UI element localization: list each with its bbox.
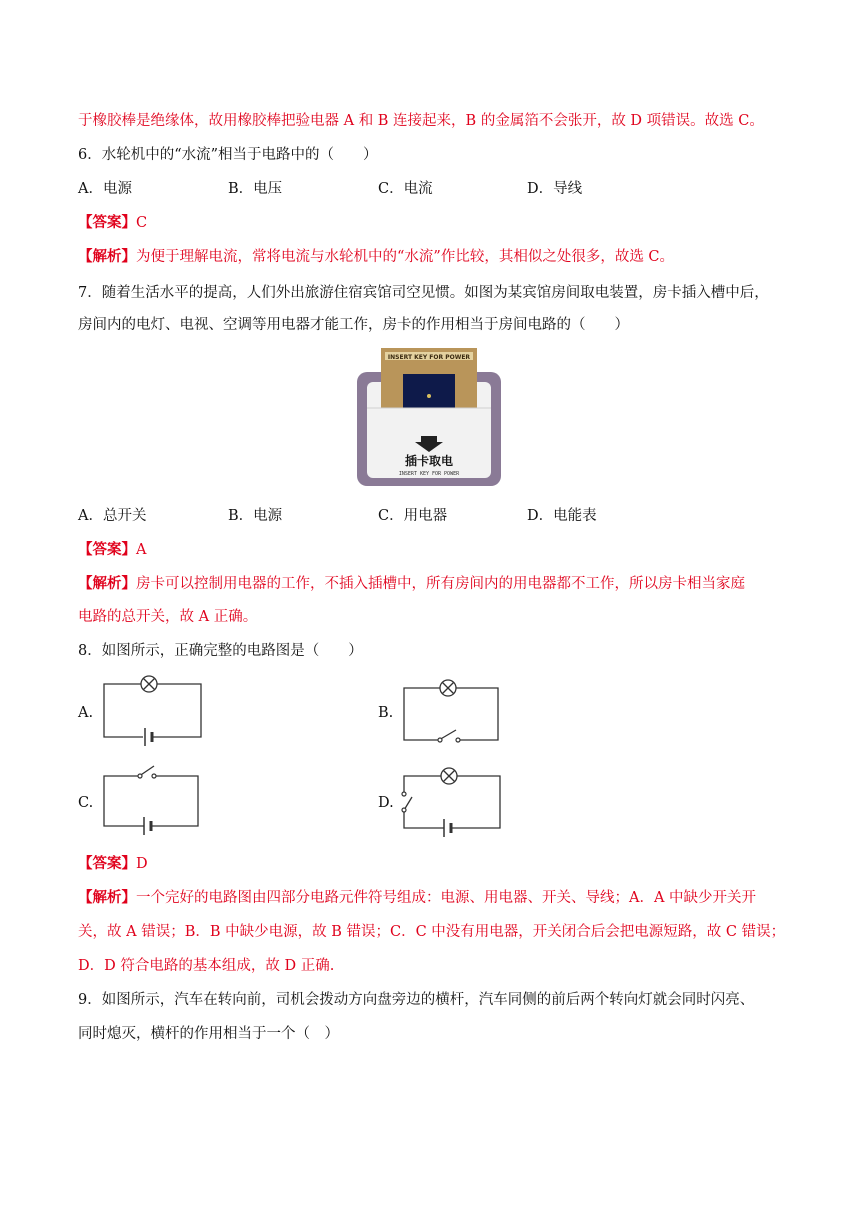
circuit-b-label: B. <box>378 705 394 721</box>
explanation-text: 房卡可以控制用电器的工作，不插入插槽中，所有房间内的用电器都不工作，所以房卡相当家庭 <box>136 576 745 592</box>
q7-explanation-line-1 <box>78 573 778 595</box>
lamp-icon <box>441 768 457 784</box>
q7-option-b: B．电源 <box>228 508 283 524</box>
prev-explanation-tail: 于橡胶棒是绝缘体，故用橡胶棒把验电器 A 和 B 连接起来，B 的金属箔不会张开，故 D 项错误。故选 C。 <box>78 113 764 129</box>
key-card-text: INSERT KEY FOR POWER <box>387 354 471 361</box>
explanation-tag: 【解析】 <box>78 889 136 906</box>
question-9-line-2: 同时熄灭，横杆的作用相当于一个（ ） <box>78 1026 339 1042</box>
q7-answer <box>78 539 778 561</box>
q7-explanation-line-2: 电路的总开关，故 A 正确。 <box>78 609 258 625</box>
switch-icon <box>138 766 156 778</box>
q8-explanation-line-2: 关，故 A 错误；B．B 中缺少电源，故 B 错误；C．C 中没有用电器，开关闭合后会把电源短路，故 C 错误； <box>78 924 786 940</box>
answer-tag: 【答案】 <box>78 214 136 231</box>
answer-tag: 【答案】 <box>78 855 136 872</box>
question-7-line-2: 房间内的电灯、电视、空调等用电器才能工作，房卡的作用相当于房间电路的（ ） <box>78 317 629 333</box>
explanation-text: 为便于理解电流，常将电流与水轮机中的“水流”作比较，其相似之处很多，故选 C。 <box>136 249 675 265</box>
q7-option-c: C．用电器 <box>378 508 448 524</box>
question-6-text: 6．水轮机中的“水流”相当于电路中的（ ） <box>78 147 378 163</box>
circuit-c-label: C. <box>78 795 94 811</box>
q6-answer <box>78 212 778 234</box>
device-label-cn: 插卡取电 <box>404 454 454 468</box>
circuit-b-diagram <box>400 678 502 744</box>
q7-option-d: D．电能表 <box>527 508 597 524</box>
q6-explanation <box>78 246 778 268</box>
explanation-tag: 【解析】 <box>78 248 136 265</box>
question-7-line-1: 7．随着生活水平的提高，人们外出旅游住宿宾馆司空见惯。如图为某宾馆房间取电装置，房卡插入槽中后， <box>78 285 769 301</box>
answer-value: A <box>136 542 147 558</box>
circuit-c-diagram <box>100 762 202 836</box>
device-label-en: INSERT KEY FOR POWER <box>398 471 460 477</box>
answer-value: D <box>136 856 148 872</box>
question-8-text: 8．如图所示，正确完整的电路图是（ ） <box>78 643 363 659</box>
q8-explanation-line-3: D．D 符合电路的基本组成，故 D 正确. <box>78 958 335 974</box>
circuit-d-diagram <box>400 764 504 838</box>
lamp-icon <box>440 680 456 696</box>
answer-value: C <box>136 215 148 231</box>
battery-icon <box>145 728 152 746</box>
q6-option-c: C．电流 <box>378 181 433 197</box>
switch-icon <box>438 730 460 742</box>
slot-lip <box>367 408 491 434</box>
switch-icon <box>402 792 412 812</box>
q8-answer <box>78 853 778 875</box>
q6-option-b: B．电压 <box>228 181 283 197</box>
lamp-icon <box>141 676 157 692</box>
q6-option-a: A．电源 <box>78 181 132 197</box>
question-9-line-1: 9．如图所示，汽车在转向前，司机会拨动方向盘旁边的横杆，汽车同侧的前后两个转向灯就会同时闪亮、 <box>78 992 755 1008</box>
answer-tag: 【答案】 <box>78 541 136 558</box>
battery-icon <box>444 819 451 837</box>
explanation-text: 一个完好的电路图由四部分电路元件符号组成：电源、用电器、开关、导线；A．A 中缺少开关开 <box>136 890 757 906</box>
circuit-a-diagram <box>100 672 204 746</box>
q8-explanation-line-1 <box>78 887 778 909</box>
q6-option-d: D．导线 <box>527 181 583 197</box>
q7-option-a: A．总开关 <box>78 508 147 524</box>
card-power-device-image <box>355 346 505 490</box>
battery-icon <box>144 817 151 835</box>
circuit-a-label: A. <box>78 705 94 721</box>
explanation-tag: 【解析】 <box>78 575 136 592</box>
circuit-d-label: D. <box>378 795 394 811</box>
